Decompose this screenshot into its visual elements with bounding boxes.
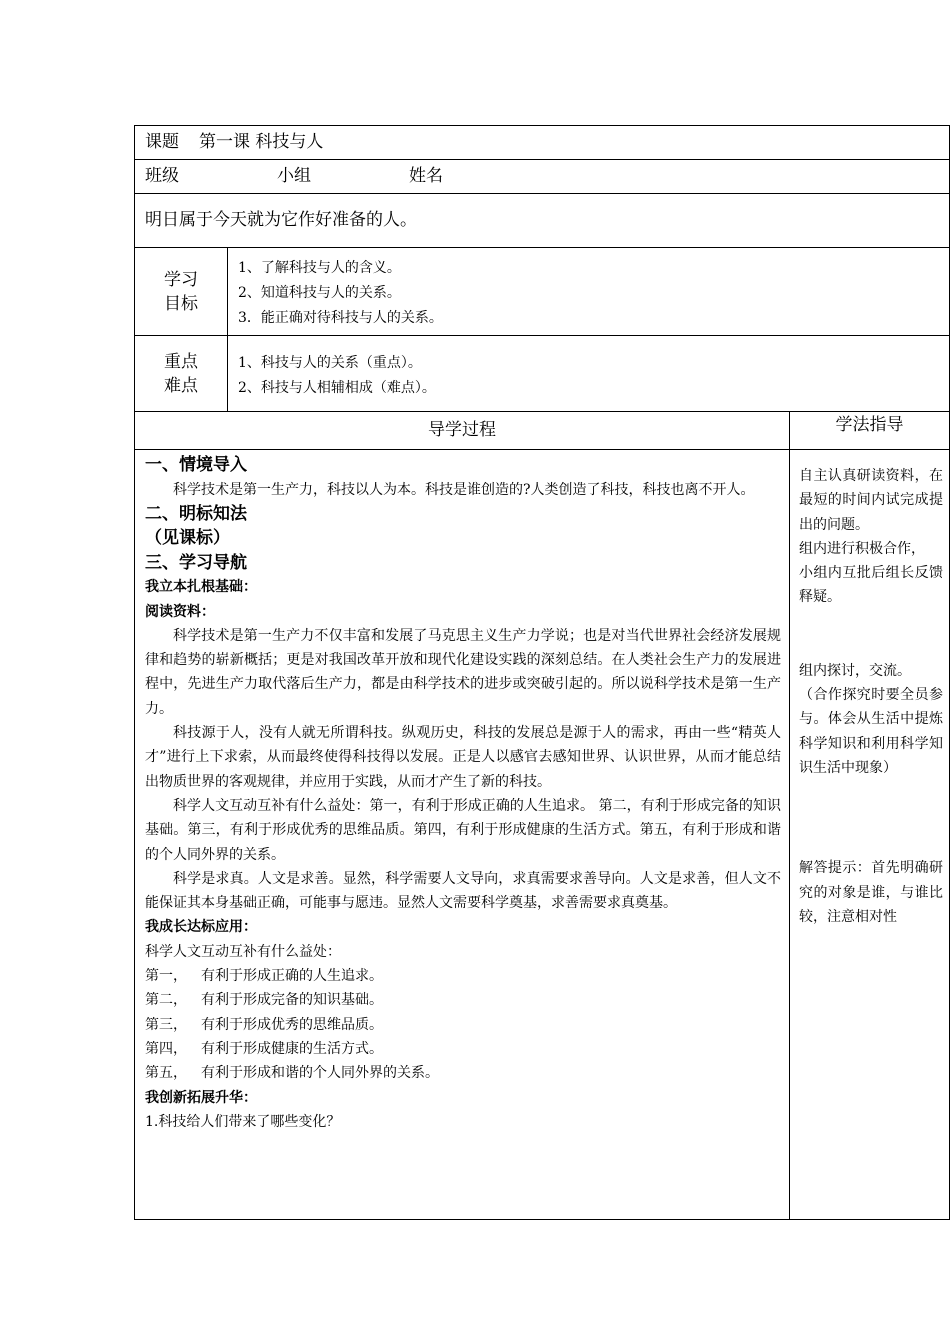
class-cell	[135, 160, 950, 194]
key-point-item: 2、科技与人相辅相成（难点）。	[238, 380, 436, 396]
title-label: 课题	[145, 132, 179, 152]
process-header-row	[135, 412, 950, 450]
process-body-row	[135, 450, 950, 1220]
apply-item-key: 第五，	[145, 1065, 187, 1082]
guide-note: 解答提示：首先明确研究的对象是谁，与谁比较，注意相对性	[799, 860, 944, 925]
class-label: 班级	[145, 166, 179, 186]
intro-text: 科学技术是第一生产力，科技以人为本。科技是谁创造的?人类创造了科技，科技也离不开人。	[173, 481, 755, 498]
objectives-label	[135, 248, 228, 336]
section-goals-title: 二、明标知法	[145, 503, 247, 524]
title-cell	[135, 126, 950, 160]
objective-item: 1、了解科技与人的含义。	[238, 260, 401, 276]
motto-row	[135, 194, 950, 248]
objectives-list	[228, 248, 950, 336]
reading-paragraph: 科学技术是第一生产力不仅丰富和发展了马克思主义生产力学说；也是对当代世界社会经济发展规律和趋势的崭新概括；更是对我国改革开放和现代化建设实践的深刻总结。在人类社会生产力的发展进程中，先进生产力取代落后生产力，都是由科学技术的进步或突破引起的。所以说科学技术是第一生产力。	[145, 627, 781, 717]
objectives-label-line1: 学习	[164, 269, 198, 290]
reading-paragraph: 科学人文互动互补有什么益处：第一，有利于形成正确的人生追求。 第二，有利于形成完备的知识基础。第三，有利于形成优秀的思维品质。第四，有利于形成健康的生活方式。第五，有利于形成和谐的个人同外界的关系。	[145, 797, 781, 863]
guide-spacer	[799, 780, 943, 856]
guide-note: 组内进行积极合作，	[799, 540, 925, 557]
apply-item-key: 第一，	[145, 968, 187, 985]
apply-item-value: 有利于形成完备的知识基础。	[201, 992, 383, 1009]
apply-item-value: 有利于形成正确的人生追求。	[201, 968, 383, 985]
apply-item-value: 有利于形成健康的生活方式。	[201, 1040, 383, 1057]
objectives-row	[135, 248, 950, 336]
apply-title: 我成长达标应用：	[145, 919, 257, 936]
section-intro-title: 一、情境导入	[145, 455, 247, 475]
apply-item-key: 第四，	[145, 1040, 187, 1057]
apply-item-key: 第三，	[145, 1016, 187, 1033]
class-row	[135, 160, 950, 194]
apply-item	[145, 1037, 781, 1061]
apply-item-key: 第二，	[145, 992, 187, 1009]
apply-item-value: 有利于形成优秀的思维品质。	[201, 1016, 383, 1033]
guide-header: 学法指导	[790, 412, 950, 450]
key-points-label-line1: 重点	[164, 351, 198, 372]
extend-title: 我创新拓展升华：	[145, 1089, 257, 1106]
apply-item	[145, 988, 781, 1012]
guide-note: 小组内互批后组长反馈释疑。	[799, 565, 944, 606]
apply-item-value: 有利于形成和谐的个人同外界的关系。	[201, 1065, 439, 1082]
basis-title: 我立本扎根基础：	[145, 579, 257, 596]
guide-note: 自主认真研读资料，在最短的时间内试完成提出的问题。	[799, 468, 944, 533]
key-point-item: 1、科技与人的关系（重点）。	[238, 355, 422, 371]
reading-paragraph: 科技源于人，没有人就无所谓科技。纵观历史，科技的发展总是源于人的需求，再由一些“精英人才”进行上下求索，从而最终使得科技得以发展。正是人以感官去感知世界、认识世界，从而才能总结出物质世界的客观规律，并应用于实践，从而才产生了新的科技。	[145, 725, 781, 790]
key-points-list	[228, 336, 950, 412]
reading-paragraph: 科学是求真。人文是求善。显然，科学需要人文导向，求真需要求善导向。人文是求善，但人文不能保证其本身基础正确，可能事与愿违。显然人文需要科学奠基，求善需要求真奠基。	[145, 870, 781, 912]
guide-spacer	[799, 610, 943, 659]
guide-note: 组内探讨，交流。	[799, 662, 911, 679]
key-points-label	[135, 336, 228, 412]
key-points-label-line2: 难点	[164, 375, 198, 396]
name-label: 姓名	[409, 166, 443, 186]
extend-question: 1.科技给人们带来了哪些变化？	[145, 1113, 341, 1130]
objective-item: 3．能正确对待科技与人的关系。	[238, 310, 443, 326]
apply-item	[145, 964, 781, 988]
section-nav-title: 三、学习导航	[145, 552, 247, 573]
motto: 明日属于今天就为它作好准备的人。	[135, 194, 950, 248]
lesson-worksheet	[134, 125, 949, 1220]
guide-content	[790, 450, 950, 1220]
objectives-label-line2: 目标	[164, 293, 198, 314]
key-points-row	[135, 336, 950, 412]
worksheet-table	[134, 125, 950, 1220]
apply-item	[145, 1013, 781, 1037]
lesson-title: 第一课 科技与人	[199, 132, 324, 152]
title-row	[135, 126, 950, 160]
guide-note: （合作探究时要全员参与。体会从生活中提炼科学知识和利用科学知识生活中现象）	[799, 687, 944, 776]
apply-item	[145, 1061, 781, 1085]
process-header: 导学过程	[135, 412, 790, 450]
apply-question: 科学人文互动互补有什么益处：	[145, 943, 341, 960]
reading-title: 阅读资料：	[145, 603, 215, 620]
group-label: 小组	[277, 166, 311, 186]
section-goals-sub: （见课标）	[145, 528, 230, 549]
process-content	[135, 450, 790, 1220]
objective-item: 2、知道科技与人的关系。	[238, 285, 401, 301]
